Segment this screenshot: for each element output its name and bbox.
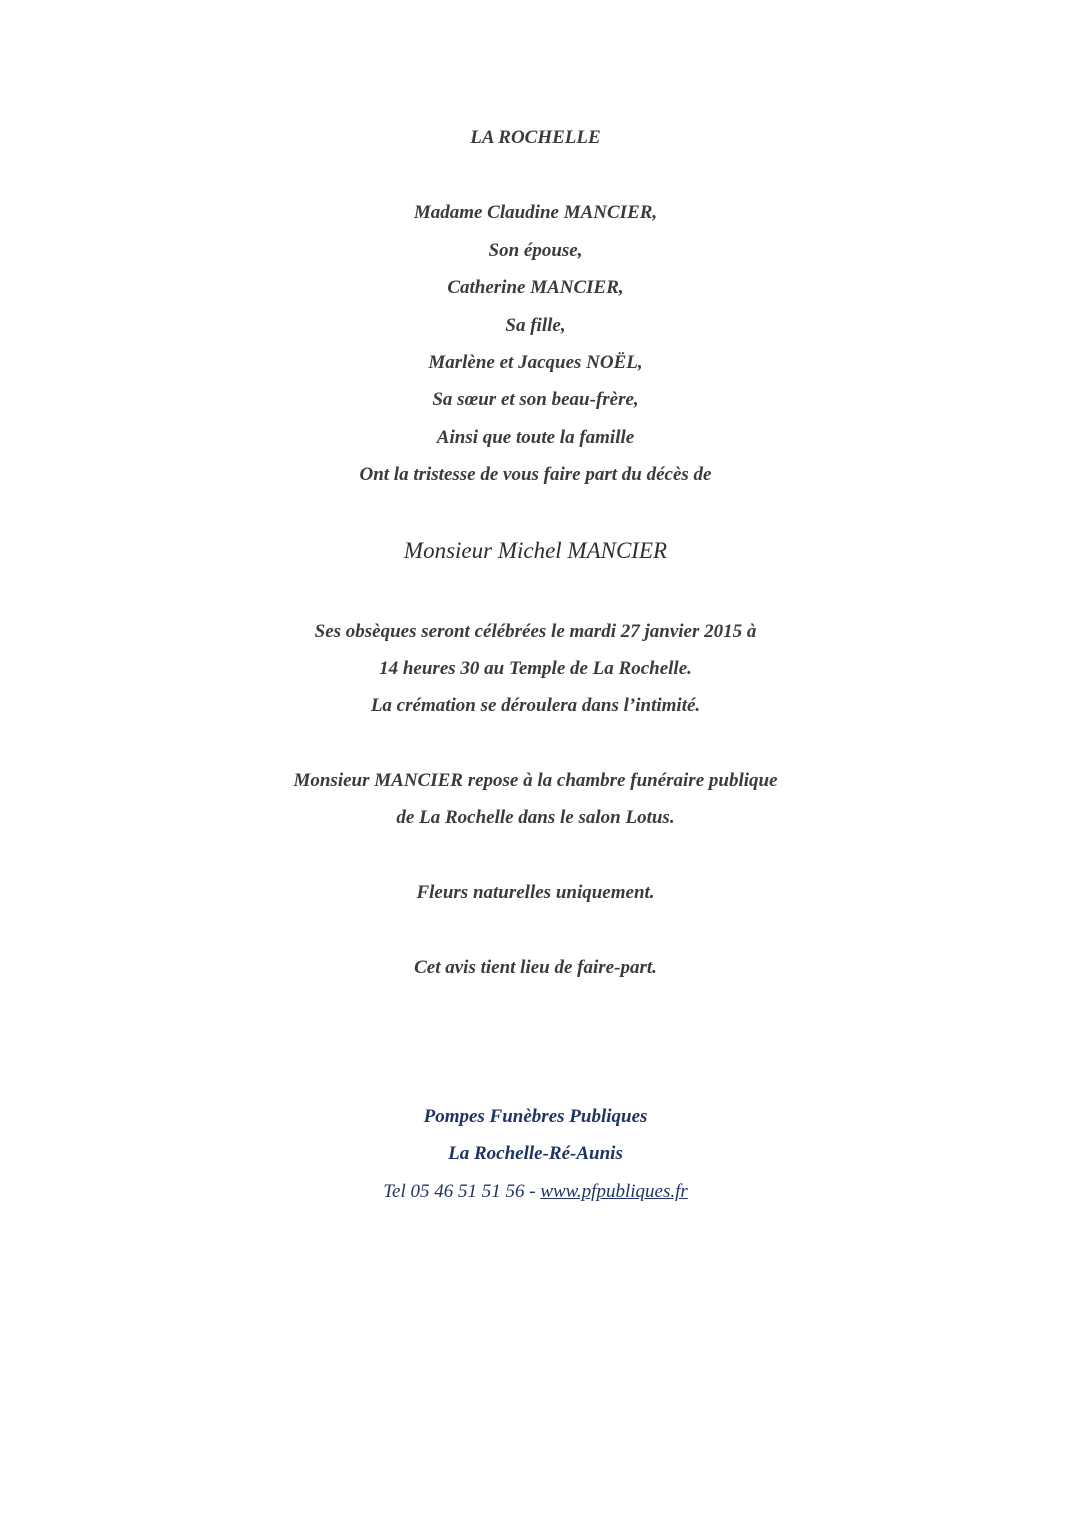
family-line: Catherine MANCIER,	[447, 277, 624, 298]
rest-line: Monsieur MANCIER repose à la chambre funéraire publique	[293, 770, 778, 791]
rest-line: de La Rochelle dans le salon Lotus.	[396, 807, 675, 828]
family-line: Sa fille,	[505, 315, 566, 336]
footer-company: Pompes Funèbres Publiques	[423, 1106, 648, 1127]
city-heading: LA ROCHELLE	[470, 127, 601, 148]
ceremony-line: 14 heures 30 au Temple de La Rochelle.	[379, 658, 692, 679]
footer-phone: Tel 05 46 51 51 56 -	[383, 1181, 541, 1202]
family-line: Sa sœur et son beau-frère,	[432, 389, 639, 410]
flowers-note: Fleurs naturelles uniquement.	[416, 882, 655, 903]
deceased-name: Monsieur Michel MANCIER	[403, 538, 668, 563]
family-line: Ainsi que toute la famille	[436, 427, 635, 448]
family-line: Son épouse,	[488, 240, 583, 261]
announcement-line: Ont la tristesse de vous faire part du décès de	[359, 464, 712, 485]
footer-contact	[0, 1180, 1071, 1204]
ceremony-line: Ses obsèques seront célébrées le mardi 27 janvier 2015 à	[314, 621, 757, 642]
family-line: Madame Claudine MANCIER,	[413, 202, 658, 223]
website-link[interactable]: www.pfpubliques.fr	[540, 1181, 688, 1202]
footer-location: La Rochelle-Ré-Aunis	[448, 1143, 623, 1164]
ceremony-line: La crémation se déroulera dans l’intimité.	[370, 695, 701, 716]
notice-note: Cet avis tient lieu de faire-part.	[414, 957, 657, 978]
family-line: Marlène et Jacques NOËL,	[428, 352, 643, 373]
